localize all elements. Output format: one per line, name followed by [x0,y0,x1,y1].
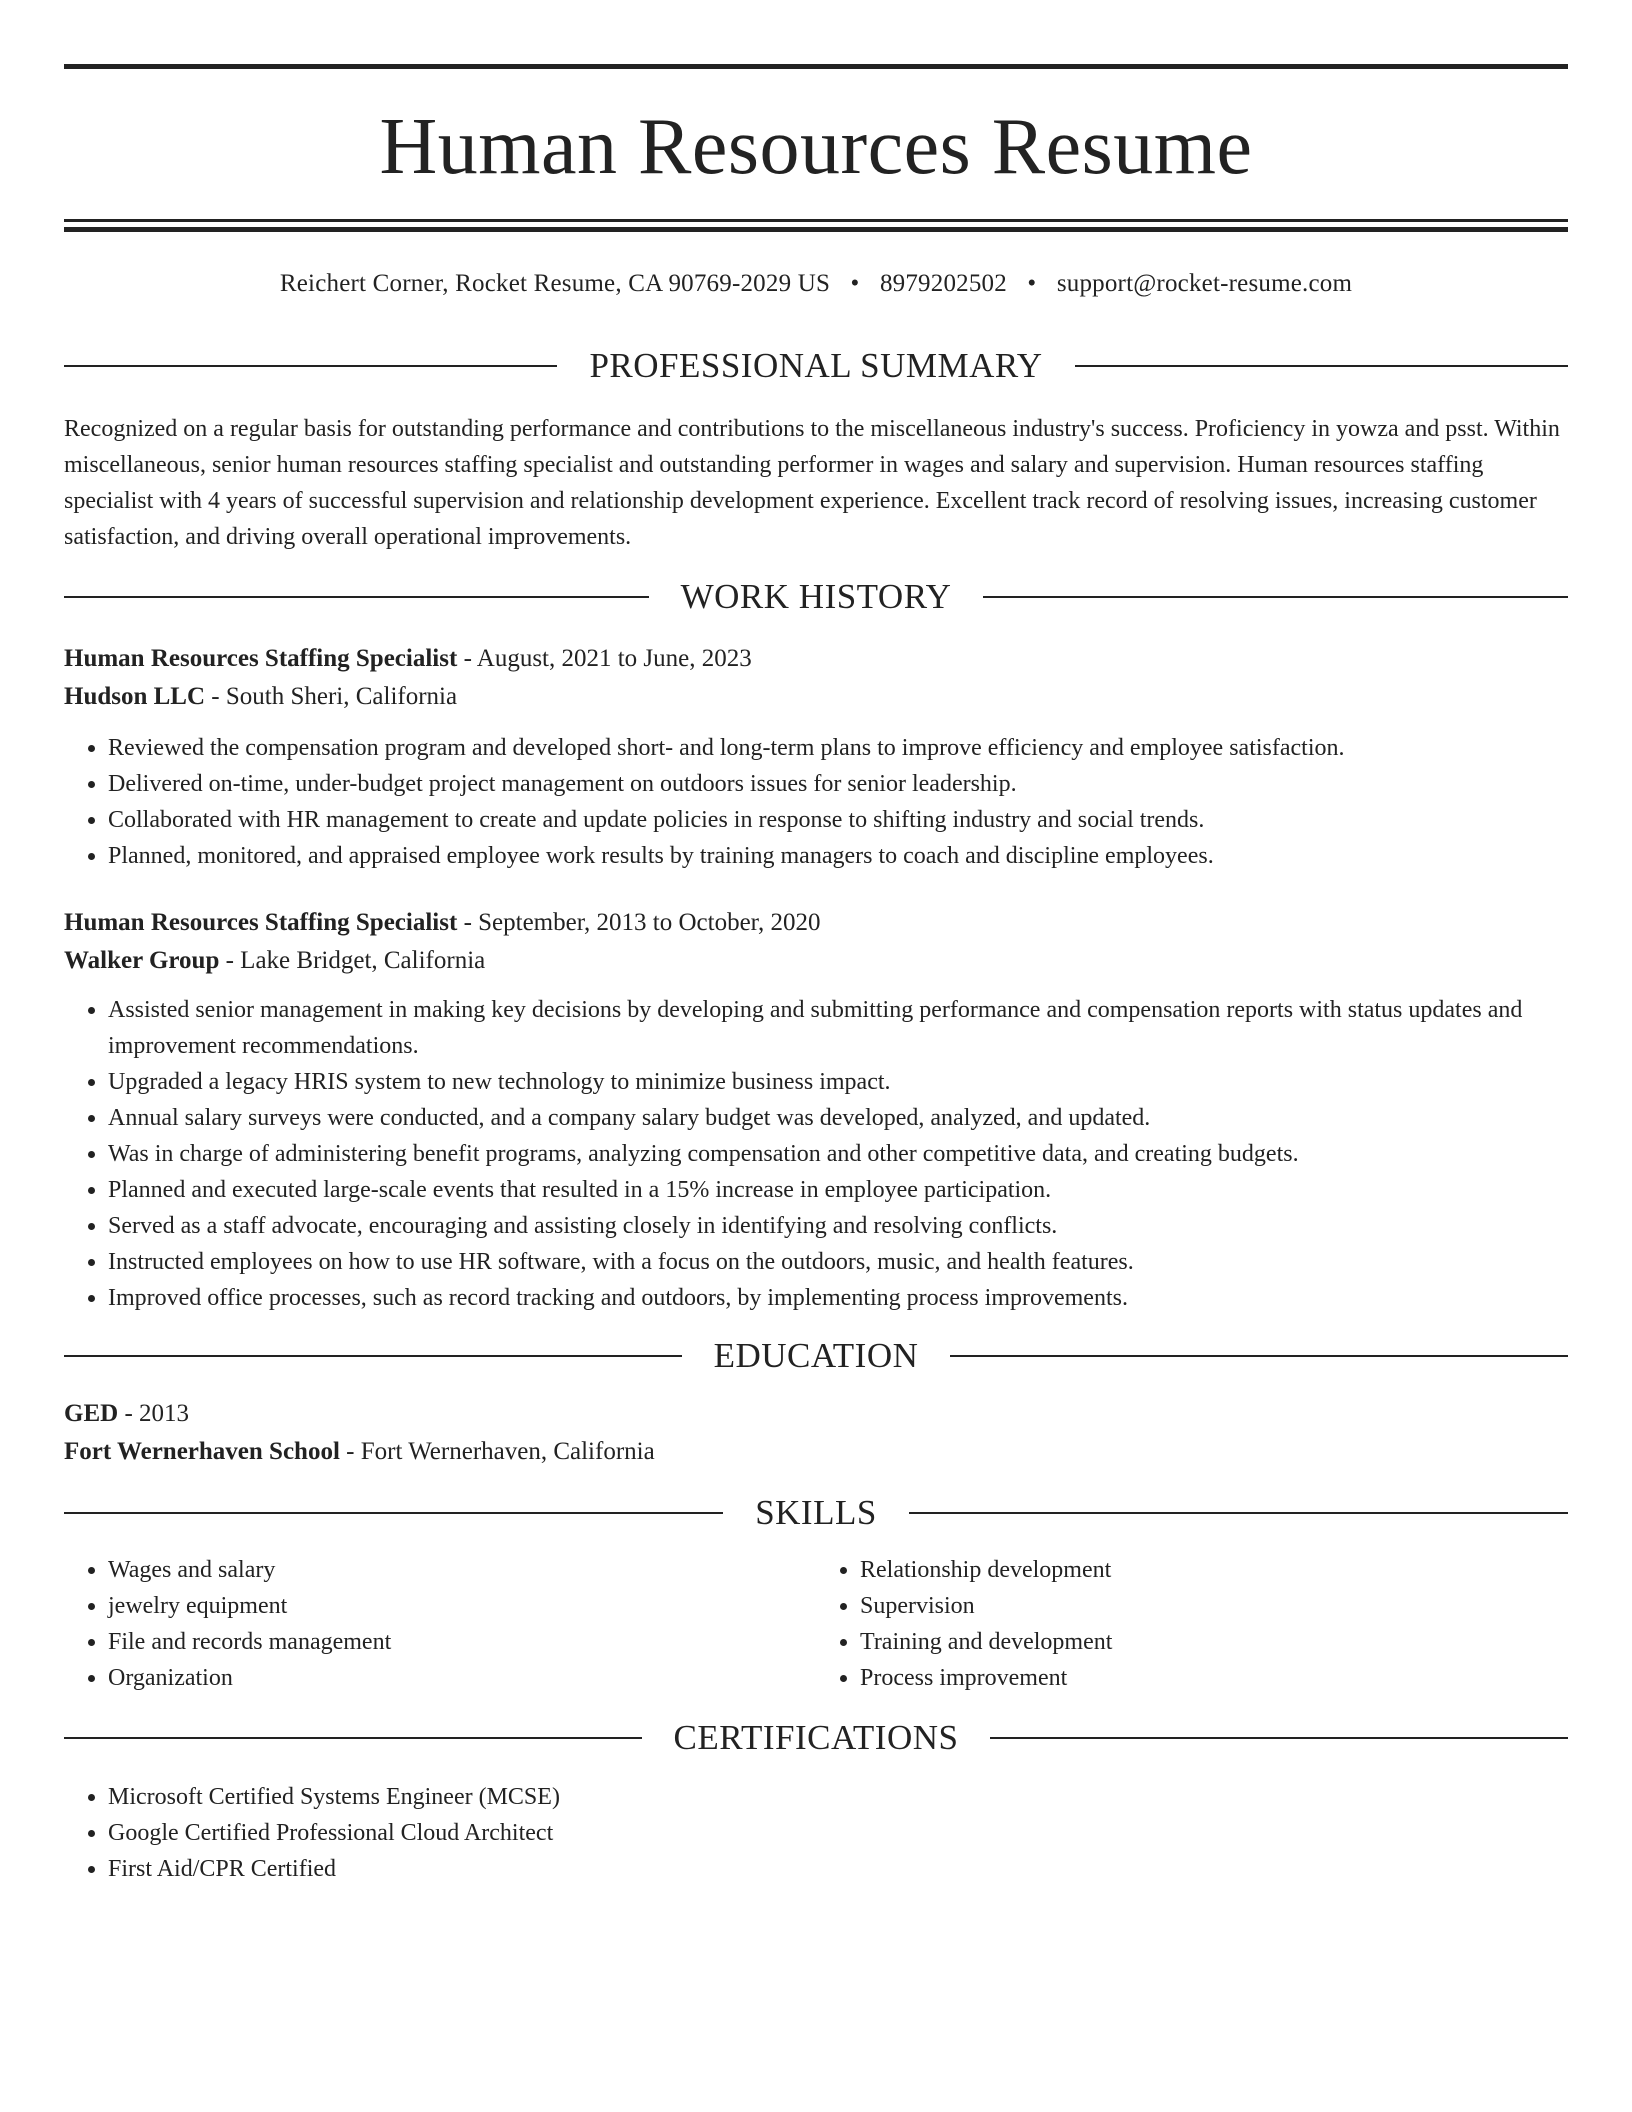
summary-text: Recognized on a regular basis for outstanding performance and contributions to the miscellaneous industry's success. Proficiency in yowza and psst. Within miscellaneous, senior human resources staffing specialist and outstanding performer in wages and salary and supervision. Human resources staffing specialist with 4 years of successful supervision and relationship development experience. Excellent track record of resolving issues, increasing customer satisfaction, and driving overall operational improvements. [64,416,1560,550]
job-entry [64,640,1568,874]
list-item: • Supervision [860,1588,1568,1624]
contact-phone: 8979202502 [879,270,1007,297]
list-item: • Served as a staff advocate, encouraging and assisting closely in identifying and resolving conflicts. [108,1208,1568,1244]
heading-rule-left [64,1737,642,1739]
contact-separator: • [1027,270,1037,297]
heading-rule-left [64,1355,682,1357]
summary-heading [64,348,1568,383]
skills-grid [64,1552,1568,1696]
resume-title: Human Resources Resume [379,103,1253,191]
list-item: • First Aid/CPR Certified [108,1851,1568,1887]
school-location: - Fort Wernerhaven, California [339,1438,655,1465]
heading-rule-right [983,596,1568,598]
job-company: Hudson LLC [64,683,206,710]
top-rule [64,64,1568,69]
list-item: • Instructed employees on how to use HR software, with a focus on the outdoors, music, and health features. [108,1244,1568,1280]
school-line [64,1433,1568,1471]
job-location: - South Sheri, California [205,683,458,710]
list-item: • Upgraded a legacy HRIS system to new technology to minimize business impact. [108,1064,1568,1100]
list-item: • Process improvement [860,1660,1568,1696]
skills-list-right [816,1552,1568,1696]
job-title: Human Resources Staffing Specialist [64,909,458,936]
list-item: • Google Certified Professional Cloud Architect [108,1815,1568,1851]
job-title-line [64,640,1568,678]
certifications-list [64,1779,1568,1887]
list-item: • Delivered on-time, under-budget project management on outdoors issues for senior leadership. [108,766,1568,802]
skills-heading [64,1495,1568,1530]
list-item: • Training and development [860,1624,1568,1660]
school-name: Fort Wernerhaven School [64,1438,340,1465]
heading-rule-right [950,1355,1568,1357]
work-history-heading [64,579,1568,614]
skills-list-left [64,1552,816,1696]
education-entry [64,1395,1568,1471]
list-item: • Annual salary surveys were conducted, and a company salary budget was developed, analyzed, and updated. [108,1100,1568,1136]
contact-email: support@rocket-resume.com [1056,270,1353,297]
job-company-line [64,678,1568,716]
education-heading [64,1338,1568,1373]
list-item: • Microsoft Certified Systems Engineer (MCSE) [108,1779,1568,1815]
heading-rule-right [990,1737,1568,1739]
section-title: SKILLS [755,1493,877,1532]
list-item: • Planned and executed large-scale events that resulted in a 15% increase in employee participation. [108,1172,1568,1208]
degree-line [64,1395,1568,1433]
section-title: PROFESSIONAL SUMMARY [589,346,1043,385]
list-item: • Relationship development [860,1552,1568,1588]
list-item: • jewelry equipment [108,1588,816,1624]
job-location: - Lake Bridget, California [219,947,486,974]
section-title: CERTIFICATIONS [673,1718,959,1757]
heading-rule-left [64,365,557,367]
heading-rule-right [1075,365,1568,367]
job-title-line [64,904,1568,942]
heading-rule-right [909,1512,1568,1514]
list-item: • Assisted senior management in making key decisions by developing and submitting performance and compensation reports with status updates and improvement recommendations. [108,992,1568,1064]
list-item: • Improved office processes, such as record tracking and outdoors, by implementing process improvements. [108,1280,1568,1316]
job-company: Walker Group [64,947,220,974]
list-item: • Reviewed the compensation program and developed short- and long-term plans to improve efficiency and employee satisfaction. [108,730,1568,766]
degree-year: - 2013 [118,1400,190,1427]
list-item: • Wages and salary [108,1552,816,1588]
heading-rule-left [64,1512,723,1514]
list-item: • Organization [108,1660,816,1696]
contact-line [64,270,1568,298]
list-item: • Was in charge of administering benefit programs, analyzing compensation and other competitive data, and creating budgets. [108,1136,1568,1172]
job-bullets [64,992,1568,1316]
job-bullets [64,730,1568,874]
list-item: • Collaborated with HR management to create and update policies in response to shifting industry and social trends. [108,802,1568,838]
contact-address: Reichert Corner, Rocket Resume, CA 90769-2029 US [279,270,831,297]
job-title: Human Resources Staffing Specialist [64,645,458,672]
list-item: • File and records management [108,1624,816,1660]
heading-rule-left [64,596,649,598]
section-title: WORK HISTORY [680,577,952,616]
job-dates: - September, 2013 to October, 2020 [457,909,821,936]
list-item: • Planned, monitored, and appraised employee work results by training managers to coach and discipline employees. [108,838,1568,874]
degree: GED [64,1400,119,1427]
job-company-line [64,942,1568,980]
job-entry [64,904,1568,1316]
contact-separator: • [850,270,860,297]
job-dates: - August, 2021 to June, 2023 [457,645,752,672]
certifications-heading [64,1720,1568,1755]
section-title: EDUCATION [713,1336,919,1375]
title-double-rule [64,219,1568,232]
